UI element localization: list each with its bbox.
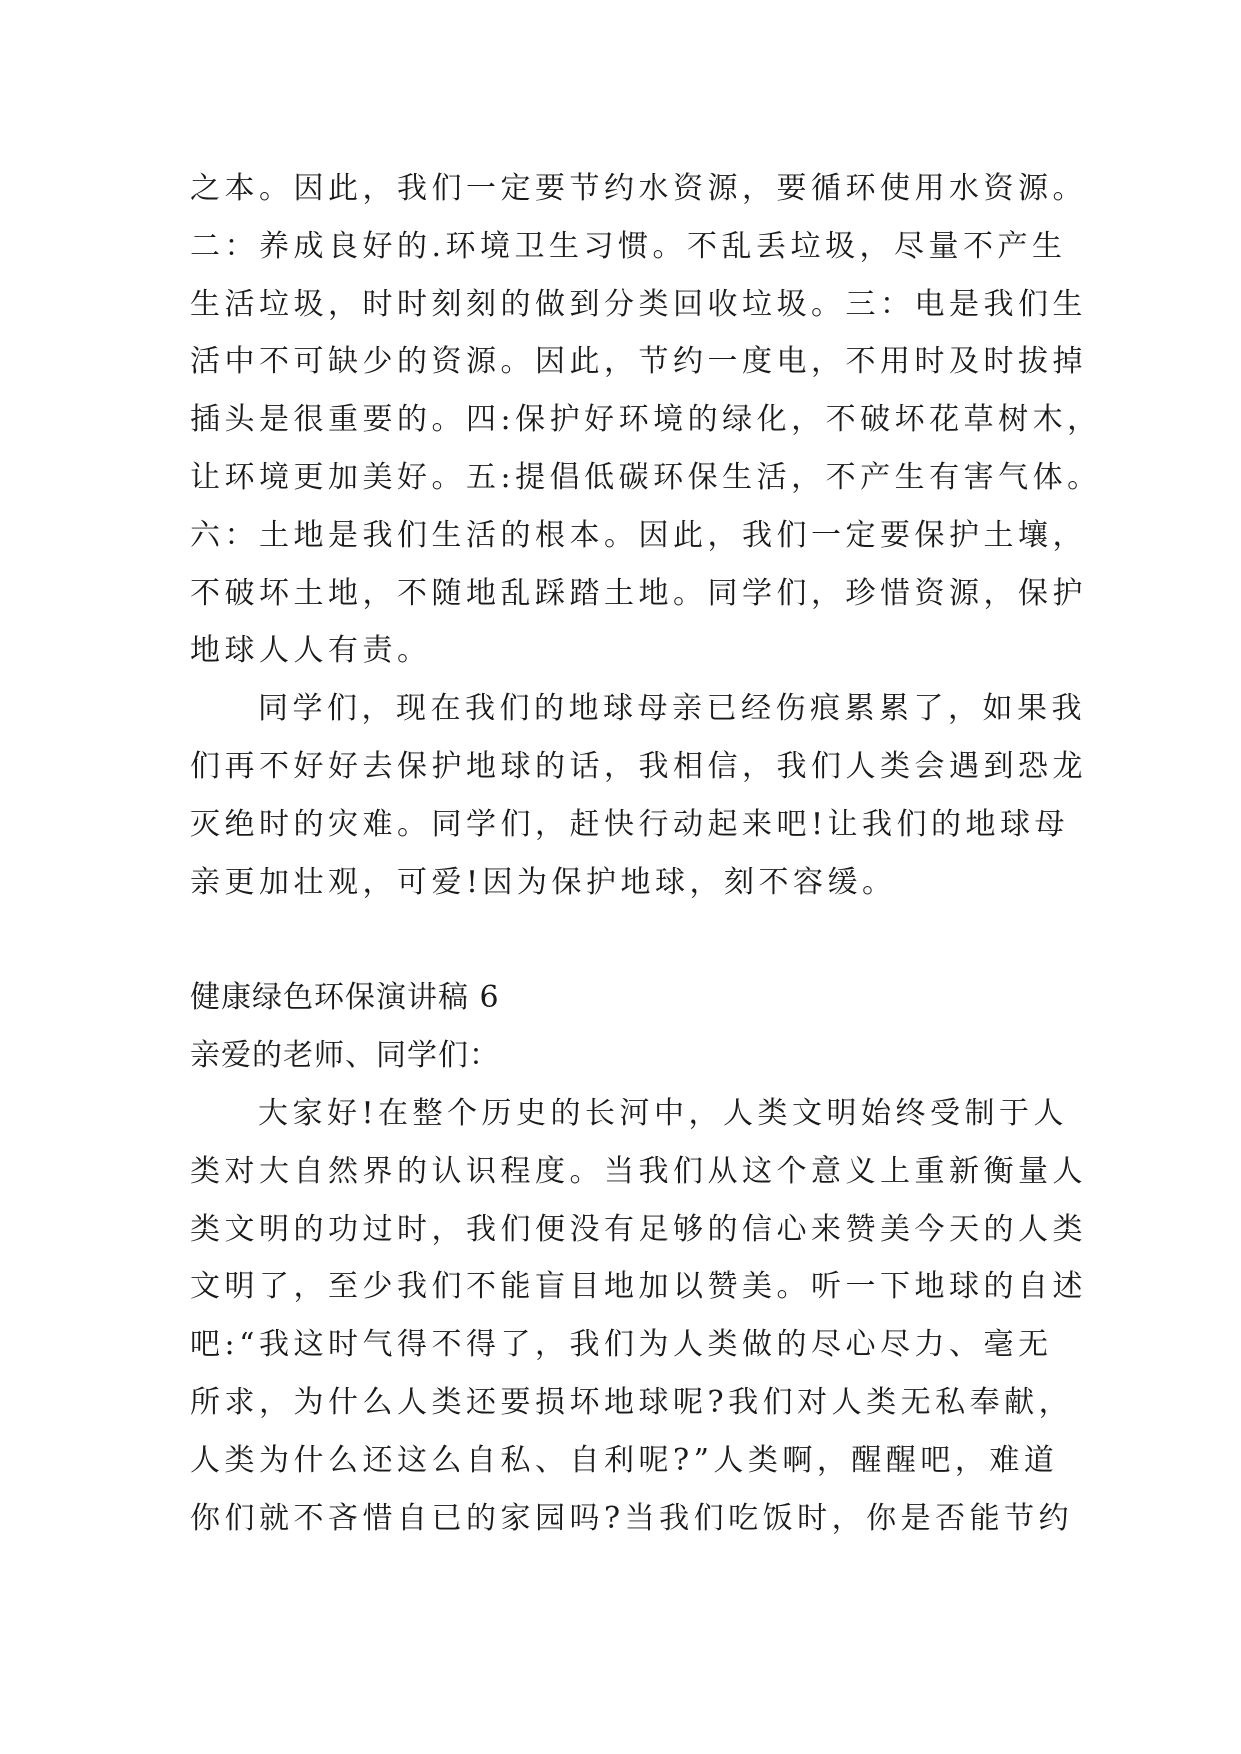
speech-title: 健康绿色环保演讲稿 6 <box>190 980 500 1016</box>
text-line: 类文明的功过时，我们便没有足够的信心来赞美今天的人类 <box>190 1211 1087 1247</box>
speech-greeting: 亲爱的老师、同学们： <box>190 1038 500 1074</box>
text-line: 人类为什么还这么自私、自利呢?”人类啊，醒醒吧，难道 <box>190 1442 1059 1478</box>
text-line: 大家好!在整个历史的长河中，人类文明始终受制于人 <box>258 1095 1069 1131</box>
text-line: 亲更加壮观，可爱!因为保护地球，刻不容缓。 <box>190 864 897 900</box>
paragraph-call-to-action <box>190 680 1087 911</box>
section-spacer <box>190 911 1070 969</box>
text-line: 吧:“我这时气得不得了，我们为人类做的尽心尽力、毫无 <box>190 1327 1053 1363</box>
text-line: 你们就不吝惜自已的家园吗?当我们吃饭时，你是否能节约 <box>190 1500 1074 1536</box>
text-line: 所求，为什么人类还要损坏地球呢?我们对人类无私奉献， <box>190 1384 1074 1420</box>
text-line: 插头是很重要的。四:保护好环境的绿化，不破坏花草树木， <box>190 402 1102 438</box>
document-body <box>190 160 1102 1547</box>
text-line: 让环境更加美好。五:提倡低碳环保生活，不产生有害气体。 <box>190 459 1102 495</box>
text-line: 们再不好好去保护地球的话，我相信，我们人类会遇到恐龙 <box>190 748 1087 784</box>
text-line: 文明了，至少我们不能盲目地加以赞美。听一下地球的自述 <box>190 1269 1087 1305</box>
text-line: 类对大自然界的认识程度。当我们从这个意义上重新衡量人 <box>190 1153 1087 1189</box>
text-line: 灭绝时的灾难。同学们，赶快行动起来吧!让我们的地球母 <box>190 806 1070 842</box>
text-line: 活中不可缺少的资源。因此，节约一度电，不用时及时拔掉 <box>190 344 1087 380</box>
paragraph-speech-body <box>190 1085 1087 1547</box>
text-line: 地球人人有责。 <box>190 633 432 669</box>
text-line: 不破坏土地，不随地乱踩踏土地。同学们，珍惜资源，保护 <box>190 575 1087 611</box>
text-line: 六：土地是我们生活的根本。因此，我们一定要保护土壤， <box>190 517 1087 553</box>
text-line: 同学们，现在我们的地球母亲已经伤痕累累了，如果我 <box>258 691 1086 727</box>
paragraph-conservation-tips <box>190 160 1102 680</box>
text-line: 之本。因此，我们一定要节约水资源，要循环使用水资源。 <box>190 171 1087 206</box>
text-line: 二：养成良好的.环境卫生习惯。不乱丢垃圾，尽量不产生 <box>190 228 1067 264</box>
text-line: 生活垃圾，时时刻刻的做到分类回收垃圾。三：电是我们生 <box>190 286 1087 322</box>
